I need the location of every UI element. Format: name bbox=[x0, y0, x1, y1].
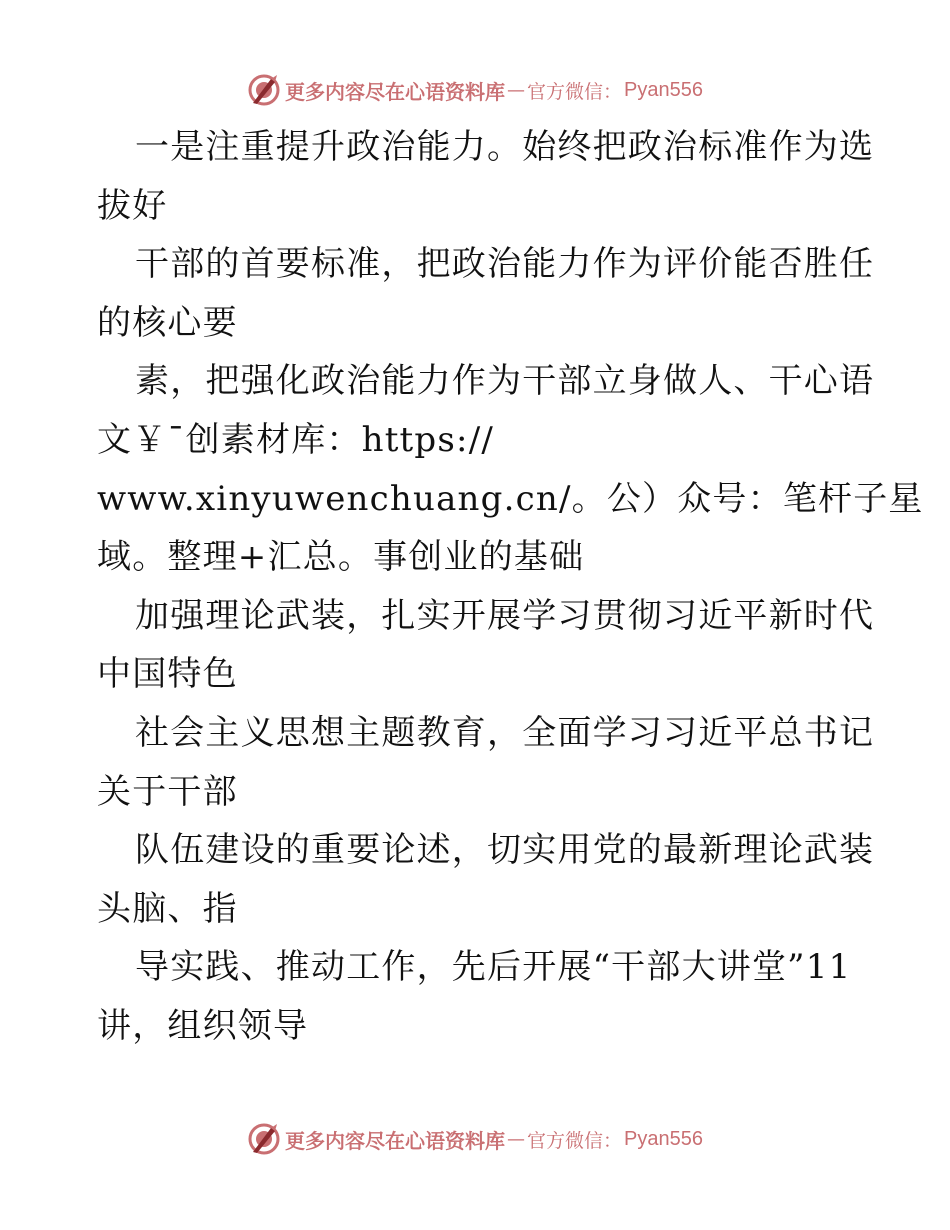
body-line: 讲，组织领导 bbox=[97, 1005, 309, 1046]
document-body bbox=[97, 118, 924, 1056]
body-line: 关于干部 bbox=[97, 771, 238, 812]
quill-seal-icon bbox=[247, 1122, 281, 1156]
body-line: 加强理论武装，扎实开展学习贯彻习近平新时代 bbox=[135, 595, 875, 636]
body-line: www.xinyuwenchuang.cn/。公）众号：笔杆子星 bbox=[97, 478, 924, 519]
body-line: 社会主义思想主题教育，全面学习习近平总书记 bbox=[135, 712, 875, 753]
body-line: 一是注重提升政治能力。始终把政治标准作为选 bbox=[135, 127, 875, 167]
body-line: 中国特色 bbox=[97, 654, 238, 695]
header-slogan: 更多内容尽在心语资料库 bbox=[285, 79, 505, 104]
body-line: 的核心要 bbox=[97, 302, 238, 343]
body-line: 域。整理+汇总。事创业的基础 bbox=[97, 537, 585, 578]
quill-seal-icon bbox=[247, 73, 281, 107]
body-line: 素，把强化政治能力作为干部立身做人、干心语 bbox=[135, 361, 875, 402]
body-line: 头脑、指 bbox=[97, 888, 238, 929]
header-banner bbox=[0, 70, 950, 110]
footer-official-label: 官方微信： bbox=[527, 1129, 623, 1152]
footer-slogan: 更多内容尽在心语资料库 bbox=[285, 1128, 505, 1153]
footer-wechat-id: Pyan556 bbox=[624, 1127, 703, 1150]
body-line: 拔好 bbox=[97, 185, 168, 226]
footer-separator: — bbox=[507, 1128, 525, 1150]
footer-banner bbox=[0, 1119, 950, 1159]
body-line: 文￥¯创素材库：https:// bbox=[97, 419, 495, 460]
header-wechat-id: Pyan556 bbox=[624, 78, 703, 101]
body-line: 队伍建设的重要论述，切实用党的最新理论武装 bbox=[135, 830, 875, 871]
body-line: 干部的首要标准，把政治能力作为评价能否胜任 bbox=[135, 244, 875, 285]
header-separator: — bbox=[507, 79, 525, 101]
body-line: 导实践、推动工作，先后开展“干部大讲堂”11 bbox=[135, 947, 852, 988]
header-official-label: 官方微信： bbox=[527, 80, 623, 103]
